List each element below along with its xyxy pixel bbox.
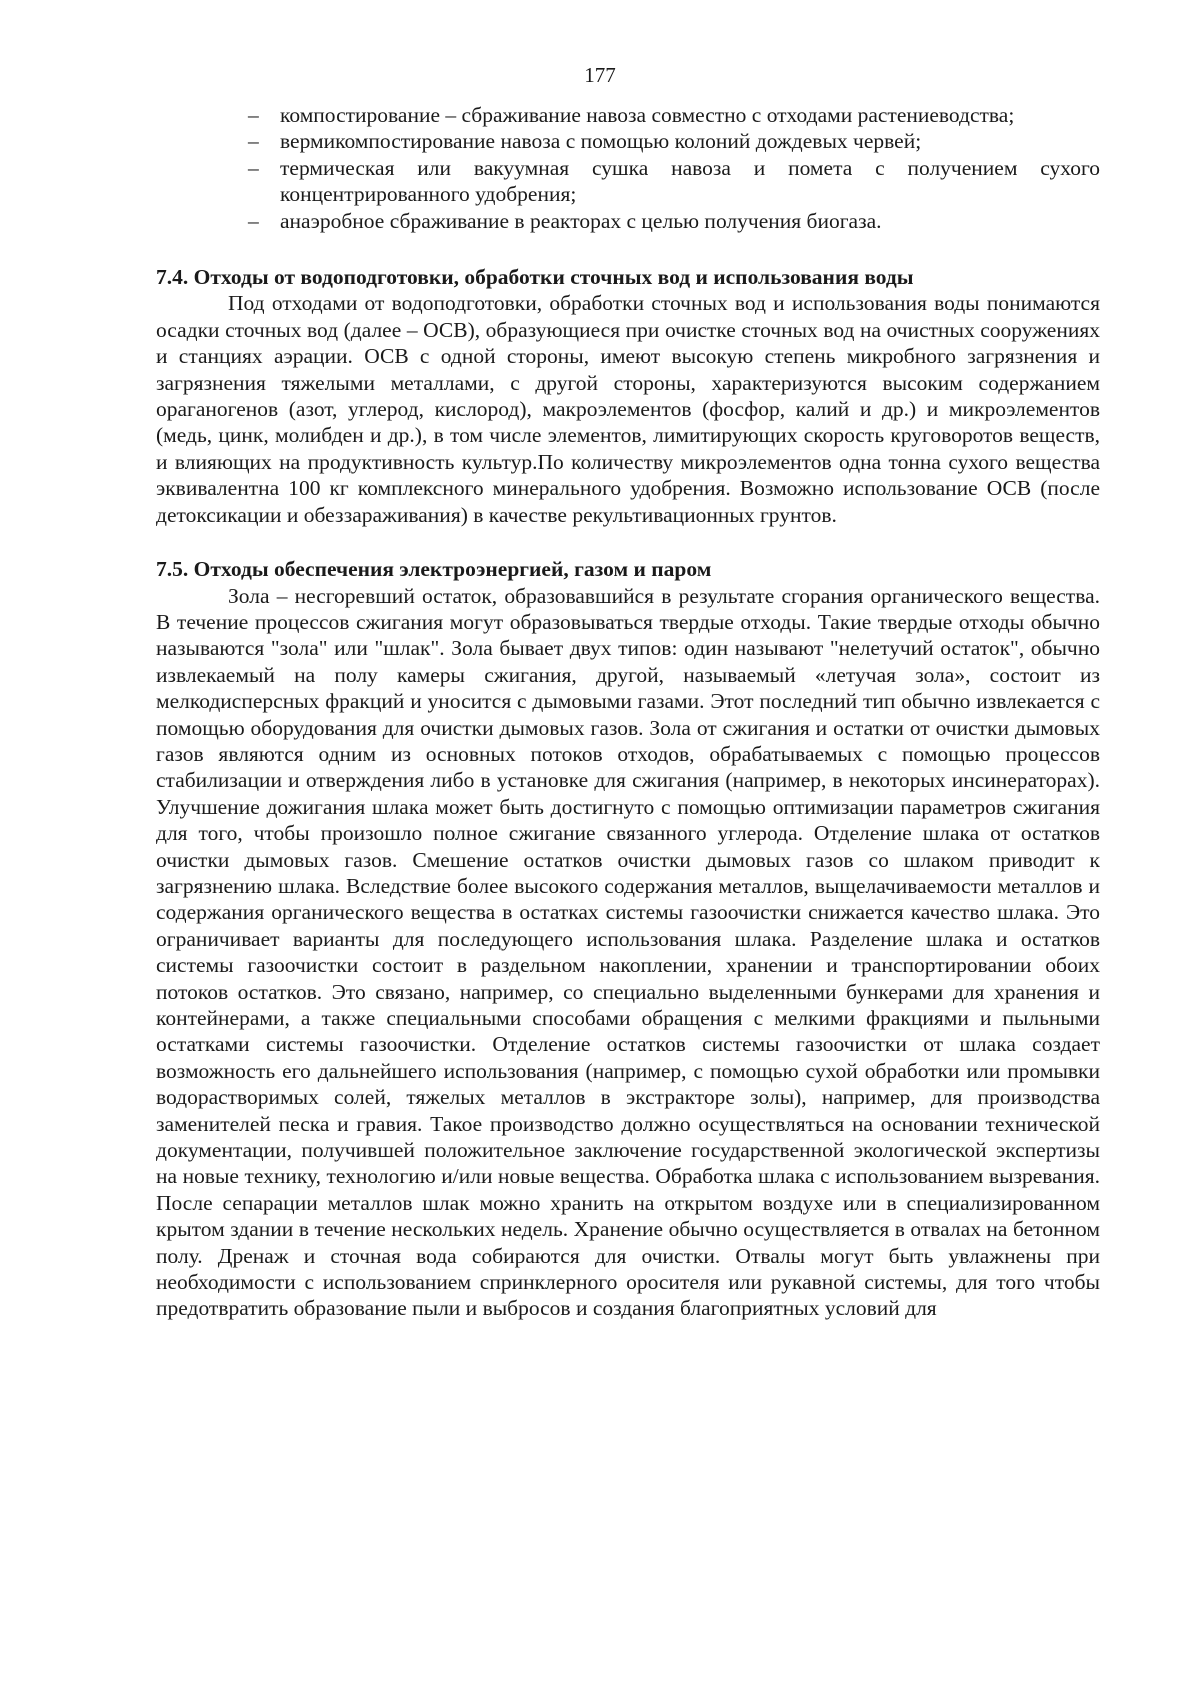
section-7-5 [156, 556, 1100, 1322]
bullet-item [156, 102, 1100, 128]
bullet-text: термическая или вакуумная сушка навоза и помета с получением сухого концентрированного удобрения; [280, 155, 1100, 207]
section-7-5-paragraph: Зола – несгоревший остаток, образовавшийся в результате сгорания органического вещества. В течение процессов сжигания могут образовываться твердые отходы. Такие твердые отходы обычно называются "зола" или "шлак". Зола бывает двух типов: один называют "нелетучий остаток", обычно извлекаемый на полу камеры сжигания, другой, называемый «летучая зола», состоит из мелкодисперсных фракций и уносится с дымовыми газами. Этот последний тип обычно извлекается с помощью оборудования для очистки дымовых газов. Зола от сжигания и остатки от очистки дымовых газов являются одним из основных потоков отходов, обрабатываемых с помощью процессов стабилизации и отверждения либо в установке для сжигания (например, в некоторых инсинераторах). Улучшение дожигания шлака может быть достигнуто с помощью оптимизации параметров сжигания для того, чтобы произошло полное сжигание связанного углерода. Отделение шлака от остатков очистки дымовых газов. Смешение остатков очистки дымовых газов со шлаком приводит к загрязнению шлака. Вследствие более высокого содержания металлов, выщелачиваемости металлов и содержания органического вещества в остатках системы газоочистки снижается качество шлака. Это ограничивает варианты для последующего использования шлака. Разделение шлака и остатков системы газоочистки состоит в раздельном накоплении, хранении и транспортировании обоих потоков остатков. Это связано, например, со специально выделенными бункерами для хранения и контейнерами, а также специальными способами обращения с мелкими фракциями и пыльными остатками системы газоочистки. Отделение остатков системы газоочистки от шлака создает возможность его дальнейшего использования (например, с помощью сухой обработки или промывки водорастворимых солей, тяжелых металлов в экстракторе золы), например, для производства заменителей песка и гравия. Такое производство должно осуществляться на основании технической документации, получившей положительное заключение государственной экологической экспертизы на новые технику, технологию и/или новые вещества. Обработка шлака с использованием вызревания. После сепарации металлов шлак можно хранить на открытом воздухе или в специализированном крытом здании в течение нескольких недель. Хранение обычно осуществляется в отвалах на бетонном полу. Дренаж и сточная вода собираются для очистки. Отвалы могут быть увлажнены при необходимости с использованием спринклерного оросителя или рукавной системы, для того чтобы предотвратить образование пыли и выбросов и создания благоприятных условий для [156, 583, 1100, 1321]
bullet-dash: – [248, 103, 259, 127]
bullet-text: компостирование – сбраживание навоза совместно с отходами растениеводства; [280, 103, 1015, 127]
section-7-4 [156, 264, 1100, 528]
section-heading-7-5: 7.5. Отходы обеспечения электроэнергией, газом и паром [156, 557, 712, 582]
page-number: 177 [584, 63, 616, 87]
bullet-item [156, 128, 1100, 154]
section-7-4-paragraph: Под отходами от водоподготовки, обработки сточных вод и использования воды понимаются осадки сточных вод (далее – ОСВ), образующиеся при очистке сточных вод на очистных сооружениях и станциях аэрации. ОСВ с одной стороны, имеют высокую степень микробного загрязнения и загрязнения тяжелыми металлами, с другой стороны, характеризуются высоким содержанием ораганогенов (азот, углерод, кислород), макроэлементов (фосфор, калий и др.) и микроэлементов (медь, цинк, молибден и др.), в том числе элементов, лимитирующих скорость круговоротов веществ, и влияющих на продуктивность культур.По количеству микроэлементов одна тонна сухого вещества эквивалентна 100 кг комплексного минерального удобрения. Возможно использование ОСВ (после детоксикации и обеззараживания) в качестве рекультивационных грунтов. [156, 291, 1100, 527]
bullet-dash: – [248, 129, 259, 154]
section-heading-7-4: 7.4. Отходы от водоподготовки, обработки сточных вод и использования воды [156, 265, 914, 290]
bullet-dash: – [248, 155, 259, 180]
bullet-text: вермикомпостирование навоза с помощью колоний дождевых червей; [280, 129, 922, 154]
page-content [156, 102, 1100, 1350]
bullet-text: анаэробное сбраживание в реакторах с целью получения биогаза. [280, 208, 882, 233]
bullet-item [156, 208, 1100, 234]
bullet-list [156, 102, 1100, 234]
bullet-item [156, 155, 1100, 208]
bullet-dash: – [248, 208, 259, 233]
